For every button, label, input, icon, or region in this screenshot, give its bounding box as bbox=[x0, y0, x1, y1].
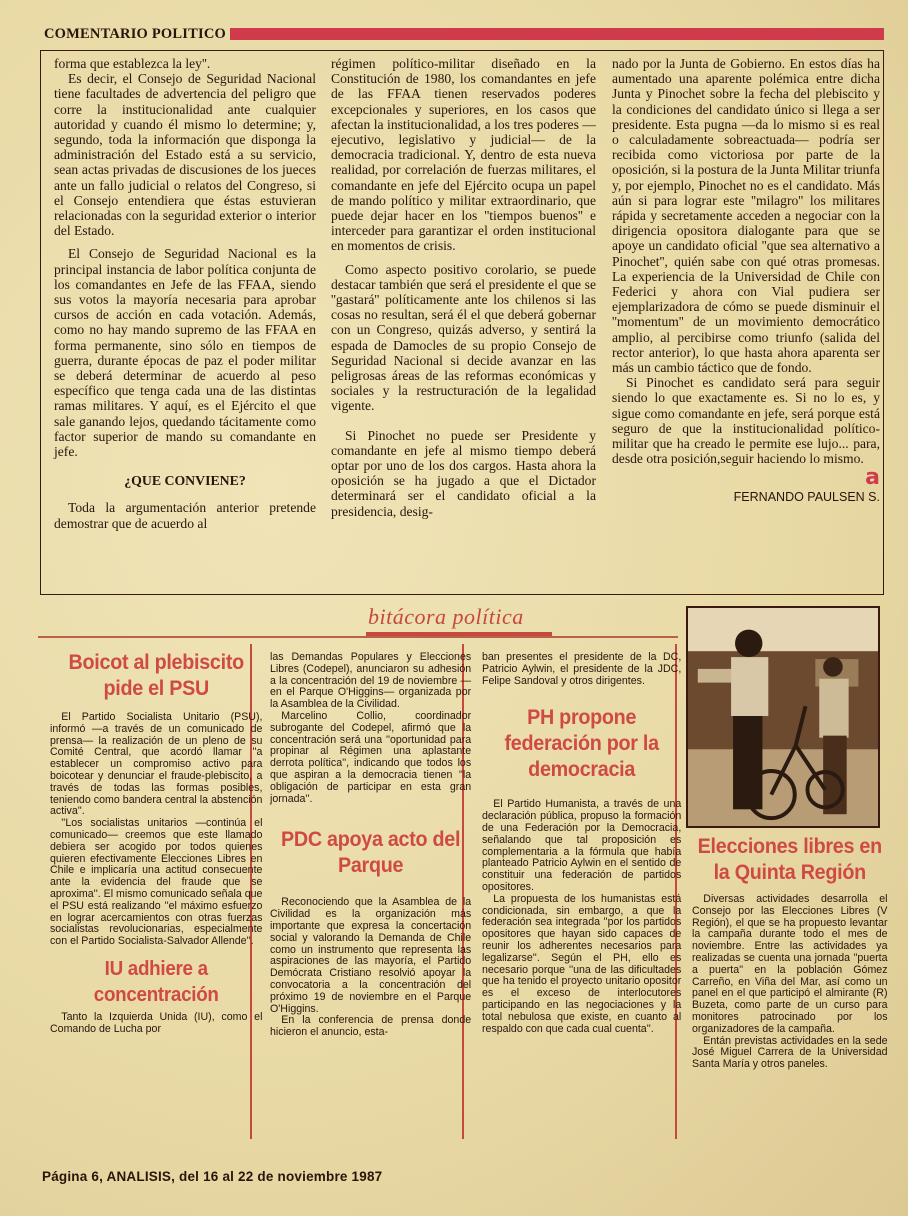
bitacora-column-3 bbox=[482, 652, 681, 1035]
bitacora-column-4 bbox=[692, 834, 888, 1071]
story-paragraph: Marcelino Collio, coordinador subrogante del Codepel, afirmó que la concentración será una ''oportunidad para propinar al Régimen una aplastante derrota política'', indicando que todos los que aspiran a la democracia tienen ''la obligación de participar en esta gran jornada''. bbox=[270, 709, 472, 805]
article-subheading: ¿QUE CONVIENE? bbox=[124, 473, 246, 489]
bitacora-title: bitácora política bbox=[368, 604, 524, 629]
article-paragraph: Es decir, el Consejo de Seguridad Nacional tiene facultades de advertencia del peligro que corre la institucionalidad ante cualquier autoridad y cuando él mismo lo determine; y, segundo, toda la información que disponga la administración del Estado está a su servicio, sean actas privadas de discusiones de los jueces ante un fallo judicial o relatos del Congreso, si el Consejo entendiera que éstas estuvieran relacionadas con la seguridad exterior o interior del Estado. bbox=[54, 71, 316, 239]
story-headline: IU adhiere a concentración bbox=[93, 957, 219, 1006]
article-column-1 bbox=[54, 56, 316, 531]
story-headline: PH propone federación por la democracia bbox=[504, 706, 659, 782]
article-paragraph: El Consejo de Seguridad Nacional es la principal instancia de labor política conjunta de los comandantes en Jefe de las FFAA, siendo sus votos la mayoría necesaria para aprobar cursos de acción en cada votación. Además, como no hay mando supremo de las FFAA en forma permanente, sino sólo en tiempos de guerra, durante épocas de paz el poder militar se deberá determinar de acuerdo al peso específico que tenga cada una de las distintas ramas militares. Y aquí, es el Ejército el que sale ganando lejos, quedando tácitamente como factor superior de mando su comandante en jefe. bbox=[54, 246, 316, 460]
article-column-3 bbox=[612, 56, 880, 506]
story-paragraph: La propuesta de los humanistas está condicionada, sin embargo, a que la federación sea integrada ''por los partidos opositores que hayan sido capaces de reunir los adherentes necesarios para legalizarse''. Según el PH, ello es necesario porque ''una de las dificultades que ha tenido el proyecto unitario opositor es el exceso de interlocutores participando en las negociaciones y la total nebulosa que existe, en cuanto al respaldo con que cada cual cuenta''. bbox=[482, 892, 682, 1035]
article-paragraph: Si Pinochet no puede ser Presidente y comandante en jefe al mismo tiempo deberá optar por uno de los dos cargos. Hasta ahora la oposición se ha jugado a que el Dictador determinará ser el candidato oficial a la presidencia, desig- bbox=[331, 427, 596, 519]
story-paragraph: las Demandas Populares y Elecciones Libres (Codepel), anunciaron su adhesión a la concentración del 19 de noviembre —en el Parque O'Higgins— organizada por la Asamblea de la Civilidad. bbox=[270, 651, 472, 711]
article-paragraph: Si Pinochet es candidato será para seguir siendo lo que exactamente es. Si no lo es, y sigue como comandante en jefe, será porque está seguro de que la institucionalidad político-militar que ha creado le permite ese lujo... para, desde otra posición,seguir haciendo lo mismo. bbox=[612, 375, 880, 467]
article-paragraph: Como aspecto positivo corolario, se puede destacar también que será el presidente el que se ''gastará'' políticamente ante los chilenos si las cosas no resultan, será él el que deberá gobernar con un Congreso, quizás adverso, y sentirá la espada de Damocles de su propio Consejo de Seguridad Nacional si decide avanzar en las peligrosas áreas de las reformas económicas y sociales y la restructuración de la legalidad vigente. bbox=[331, 261, 596, 414]
article-paragraph: Toda la argumentación anterior pretende demostrar que de acuerdo al bbox=[54, 500, 316, 531]
story-headline: PDC apoya acto del Parque bbox=[280, 828, 461, 878]
story-headline: Boicot al plebiscito pide el PSU bbox=[68, 651, 244, 700]
bitacora-column-1 bbox=[50, 650, 262, 1036]
story-paragraph: El Partido Humanista, a través de una declaración pública, propuso la formación de una Federación por la Democracia, señalando que tal proposición es complementaria a la fórmula que había planteado Patricio Aylwin en el sentido de constituir una federación de partidos opositores. bbox=[482, 798, 682, 893]
section-header bbox=[44, 26, 884, 42]
story-paragraph: Entán previstas actividades en la sede José Miguel Carrera de la Universidad Santa María y otros paneles. bbox=[692, 1034, 888, 1071]
story-paragraph: Reconociendo que la Asamblea de la Civilidad es la organización más importante que expresa la concertación social y valorando la Demanda de Chile como un instrumento que representa las aspiraciones de las mayoría, el Partido Demócrata Cristiano resolvió apoyar la convocatoria a la concentración del próximo 19 de noviembre en el Parque O'Higgins. bbox=[270, 896, 472, 1015]
story-paragraph: El Partido Socialista Unitario (PSU), informó —a través de un comunicado de prensa— la realización de un pleno de su Comité Central, que acordó llamar ''a establecer un compromiso activo para boicotear y denunciar el fraude-plebiscito, a través de todas las formas posibles, teniendo como bandera central la abstención activa''. bbox=[50, 711, 263, 818]
accent-bar bbox=[230, 28, 884, 40]
author-byline: FERNANDO PAULSEN S. bbox=[733, 490, 880, 505]
story-paragraph: ban presentes el presidente de la DC, Patricio Aylwin, el presidente de la JDC, Felipe Sandoval y otros dirigentes. bbox=[482, 651, 682, 687]
story-paragraph: ''Los socialistas unitarios —continúa el comunicado— creemos que este llamado debiera ser acogido por todos quienes quieren efectivamente Elecciones Libres en Chile e implicaría una actitud consecuente ante la evidencia del fraude que se aproxima''. El mismo comunicado señala que el PSU está realizando ''el máximo esfuerzo en lograr acercamientos con otras fuerzas socialistas revolucionarias, especialmente con el Partido Socialista-Salvador Allende''. bbox=[50, 817, 263, 948]
section-label: COMENTARIO POLITICO bbox=[44, 25, 226, 42]
story-paragraph: Diversas actividades desarrolla el Consejo por las Elecciones Libres (V Región), el que se ha propuesto levantar la campaña durante todo el mes de noviembre. Entre las actividades ya realizadas se cuenta una jornada ''puerta a puerta'' en la población Gómez Carreño, en Viña del Mar, así como un panel en el que participó el almirante (R) Buzeta, como parte de un curso para monitores patrocinado por los organizadores de la campaña. bbox=[692, 893, 888, 1035]
section-divider bbox=[38, 636, 678, 638]
bitacora-column-2 bbox=[270, 652, 471, 1039]
story-paragraph: En la conferencia de prensa donde hicieron el anuncio, esta- bbox=[270, 1014, 472, 1039]
article-paragraph: régimen político-militar diseñado en la Constitución de 1980, los comandantes en jefe de las FFAA tienen reservados poderes excepcionales y superiores, en los casos que afectan la institucionalidad, a los tres poderes —ejecutivo, legislativo y judicial— de la democracia tradicional. Y, dentro de esta nueva realidad, por correlación de fuerzas militares, el comandante en jefe del Ejército ocupa un papel de mando político y militar extraordinario, que puede dejar hacer en los ''tiempos buenos'' e interceder para garantizar el orden institucional en momentos de crisis. bbox=[331, 56, 596, 254]
page-footer: Página 6, ANALISIS, del 16 al 22 de noviembre 1987 bbox=[42, 1169, 383, 1184]
photo-illustration bbox=[688, 608, 878, 826]
article-column-2 bbox=[331, 56, 596, 519]
article-paragraph: nado por la Junta de Gobierno. En estos días ha aumentado una aparente polémica entre dicha Junta y Pinochet sobre la fecha del plebiscito y la condiciones del candidato único si llega a ser presidente. Esta pugna —da lo mismo si es real o calculadamente sobreactuada— podría ser recibida como victoriosa por parte de la oposición, si la postura de la Junta Militar triunfa y, por ejemplo, Pinochet no es el candidato. Más aún si para lograr este ''milagro'' los militares rápida y secretamente acceden a negociar con la dirigencia opositora dialogante para que se apoye un candidato oficial ''que sea alternativo a Pinochet'', quién sabe con qué otras promesas. La experiencia de la Universidad de Chile con Federici y ahora con Vial pudiera ser ejemplarizadora de cómo se puede disminuir el ''momentum'' de un movimiento democrático amplio, al percibirse como triunfo (salida del rector anterior), lo que hasta ahora aparenta ser más un cambio táctico que de fondo. bbox=[612, 56, 880, 376]
story-paragraph: Tanto la Izquierda Unida (IU), como el Comando de Lucha por bbox=[50, 1010, 263, 1035]
article-paragraph: forma que establezca la ley''. bbox=[54, 56, 211, 71]
story-headline: Elecciones libres en la Quinta Región bbox=[697, 835, 882, 884]
end-mark-icon: a bbox=[865, 465, 880, 491]
news-photo bbox=[686, 606, 880, 828]
